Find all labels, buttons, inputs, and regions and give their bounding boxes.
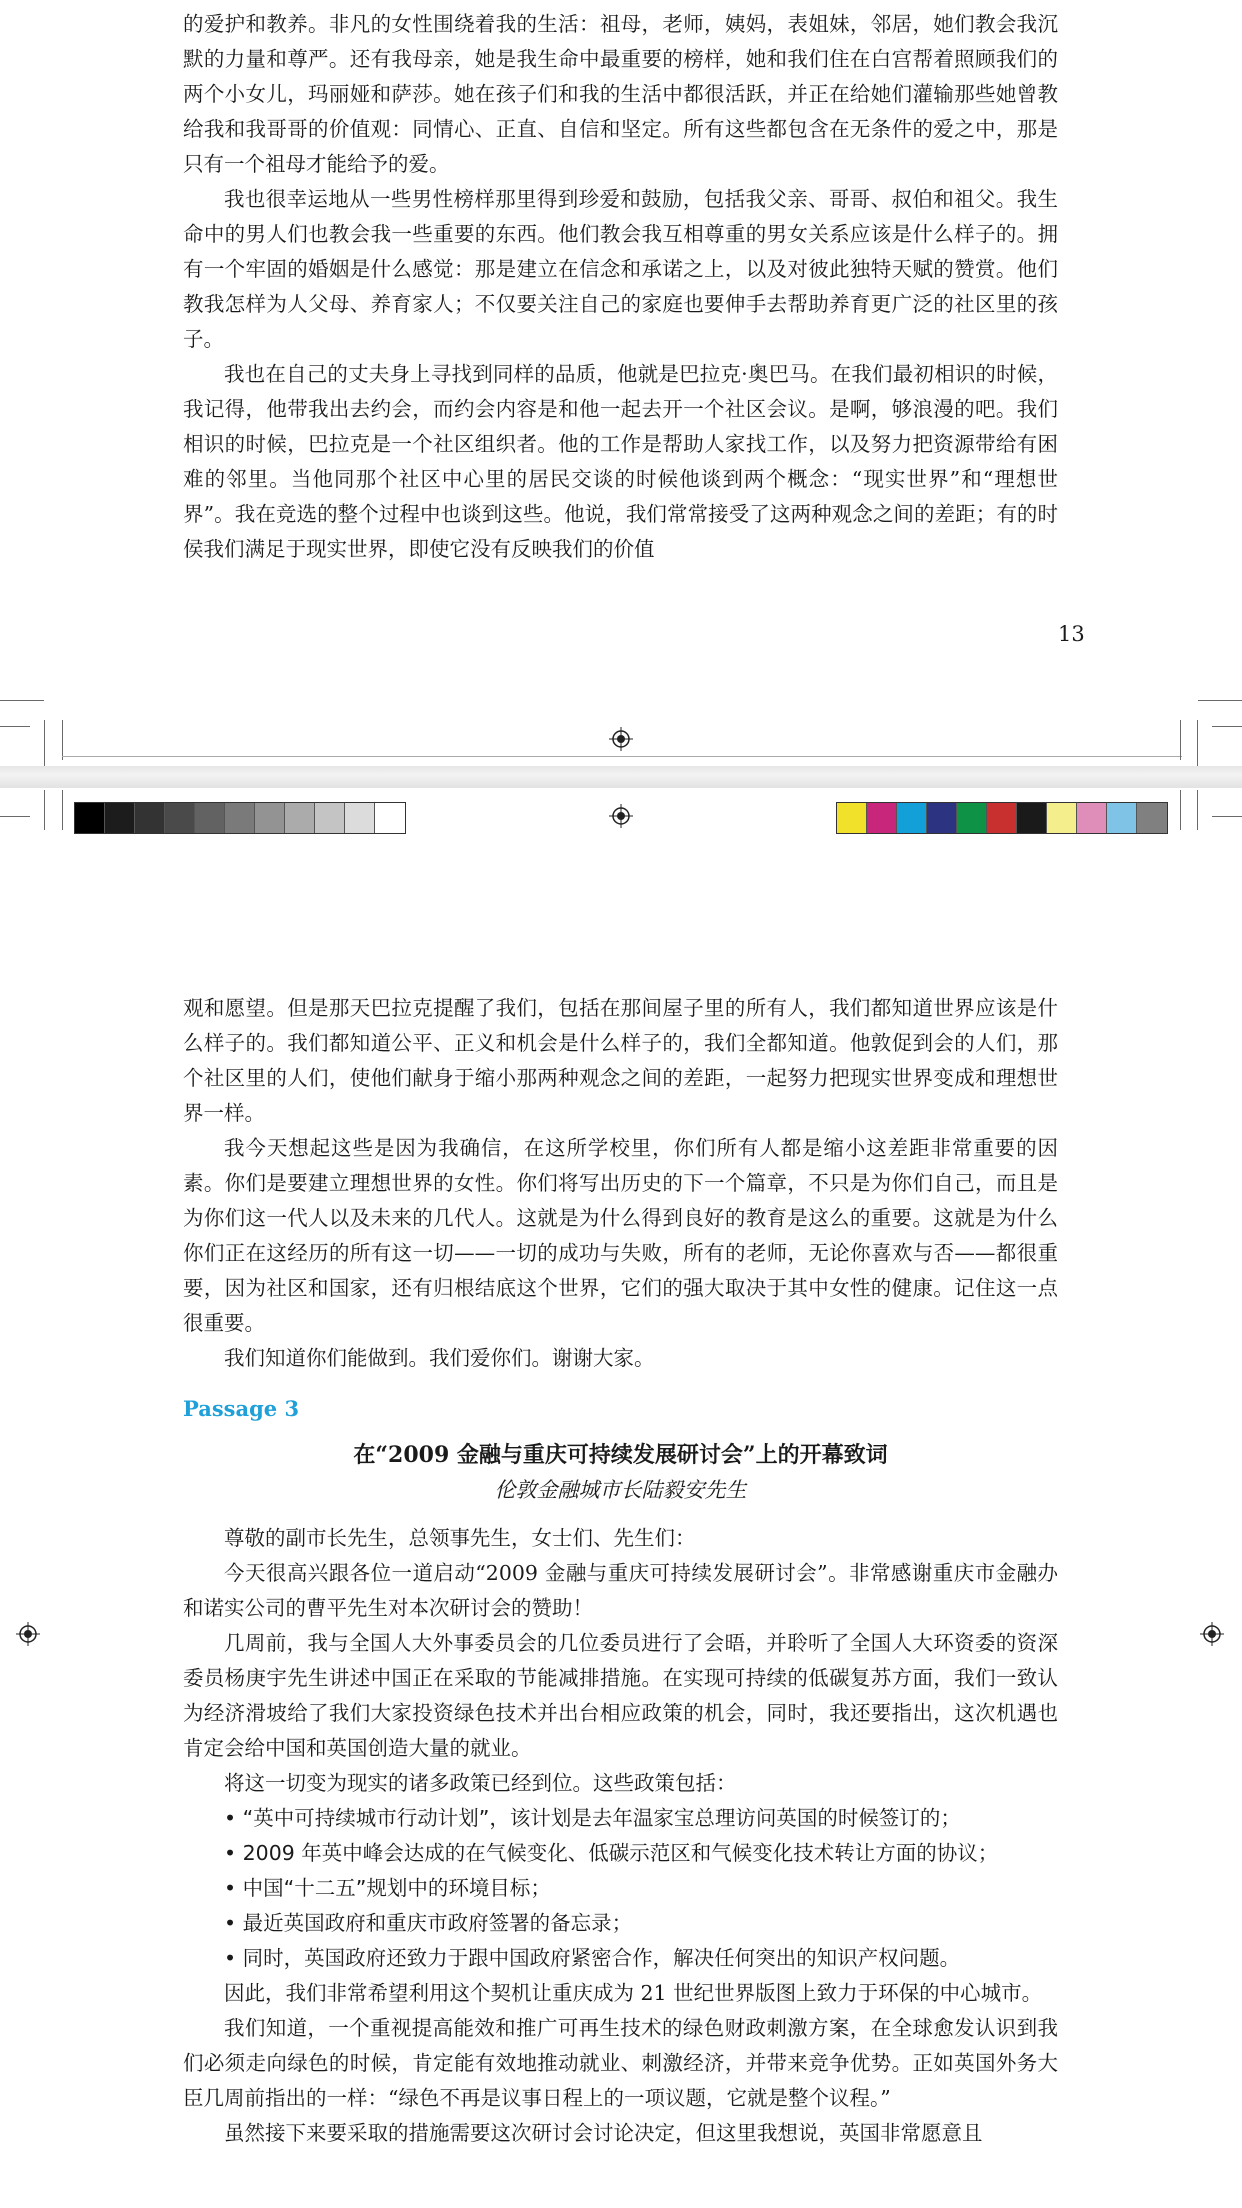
grayscale-color-bar — [74, 802, 406, 834]
crop-mark — [62, 720, 63, 760]
process-color-bar — [836, 802, 1168, 834]
policy-list — [183, 1801, 1058, 1976]
crop-mark — [0, 700, 44, 701]
page-13-body — [183, 7, 1058, 567]
paragraph: 今天很高兴跟各位一道启动“2009 金融与重庆可持续发展研讨会”。非常感谢重庆市金融办和诺实公司的曹平先生对本次研讨会的赞助！ — [183, 1561, 1058, 1620]
paragraph: 观和愿望。但是那天巴拉克提醒了我们，包括在那间屋子里的所有人，我们都知道世界应该是什么样子的。我们都知道公平、正义和机会是什么样子的，我们全都知道。他敦促到会的人们，那个社区里的人们，使他们献身于缩小那两种观念之间的差距，一起努力把现实世界变成和理想世界一样。 — [183, 996, 1058, 1125]
color-swatch — [255, 803, 285, 833]
color-swatch — [897, 803, 927, 833]
crop-mark — [1212, 816, 1242, 817]
color-swatch — [1077, 803, 1107, 833]
crop-mark — [44, 720, 45, 766]
paragraph: 我们知道你们能做到。我们爱你们。谢谢大家。 — [224, 1346, 655, 1370]
speech-body — [183, 1521, 1058, 2151]
speech-title: 在“2009 金融与重庆可持续发展研讨会”上的开幕致词 — [353, 1442, 888, 1468]
color-swatch — [1107, 803, 1137, 833]
color-swatch — [75, 803, 105, 833]
paragraph: 我也在自己的丈夫身上寻找到同样的品质，他就是巴拉克·奥巴马。在我们最初相识的时候，我记得，他带我出去约会，而约会内容是和他一起去开一个社区会议。是啊，够浪漫的吧。我们相识的时候，巴拉克是一个社区组织者。他的工作是帮助人家找工作，以及努力把资源带给有困难的邻里。当他同那个社区中心里的居民交谈的时候他谈到两个概念：“现实世界”和“理想世界”。我在竞选的整个过程中也谈到这些。他说，我们常常接受了这两种观念之间的差距；有的时侯我们满足于现实世界，即使它没有反映我们的价值 — [183, 362, 1058, 561]
color-swatch — [165, 803, 195, 833]
paragraph: 几周前，我与全国人大外事委员会的几位委员进行了会晤，并聆听了全国人大环资委的资深委员杨庚宇先生讲述中国正在采取的节能减排措施。在实现可持续的低碳复苏方面，我们一致认为经济滑坡给了我们大家投资绿色技术并出台相应政策的机会，同时，我还要指出，这次机遇也肯定会给中国和英国创造大量的就业。 — [183, 1631, 1058, 1760]
paragraph: 虽然接下来要采取的措施需要这次研讨会讨论决定，但这里我想说，英国非常愿意且 — [224, 2121, 983, 2145]
list-item: • 同时，英国政府还致力于跟中国政府紧密合作，解决任何突出的知识产权问题。 — [183, 1941, 1058, 1976]
color-swatch — [375, 803, 405, 833]
registration-mark-icon — [609, 804, 633, 828]
crop-mark — [1180, 720, 1181, 760]
crop-mark — [1197, 790, 1198, 830]
page-number: 13 — [1058, 622, 1085, 646]
color-swatch — [987, 803, 1017, 833]
color-swatch — [837, 803, 867, 833]
color-swatch — [1137, 803, 1167, 833]
registration-mark-icon — [609, 727, 633, 751]
speech-subtitle: 伦敦金融城市长陆毅安先生 — [494, 1478, 747, 1502]
paragraph: 将这一切变为现实的诸多政策已经到位。这些政策包括： — [224, 1771, 737, 1795]
crop-line — [62, 756, 1182, 757]
color-swatch — [135, 803, 165, 833]
color-swatch — [927, 803, 957, 833]
crop-mark — [1180, 790, 1181, 830]
paragraph: 尊敬的副市长先生，总领事先生，女士们、先生们： — [224, 1526, 696, 1550]
page-gap — [0, 766, 1242, 788]
color-swatch — [285, 803, 315, 833]
color-swatch — [195, 803, 225, 833]
crop-mark — [1198, 700, 1242, 701]
list-item: • 2009 年英中峰会达成的在气候变化、低碳示范区和气候变化技术转让方面的协议； — [183, 1836, 1058, 1871]
list-item: • 中国“十二五”规划中的环境目标； — [183, 1871, 1058, 1906]
paragraph: 我也很幸运地从一些男性榜样那里得到珍爱和鼓励，包括我父亲、哥哥、叔伯和祖父。我生命中的男人们也教会我一些重要的东西。他们教会我互相尊重的男女关系应该是什么样子的。拥有一个牢固的婚姻是什么感觉：那是建立在信念和承诺之上，以及对彼此独特天赋的赞赏。他们教我怎样为人父母、养育家人；不仅要关注自己的家庭也要伸手去帮助养育更广泛的社区里的孩子。 — [183, 187, 1058, 351]
color-swatch — [1047, 803, 1077, 833]
color-swatch — [315, 803, 345, 833]
color-swatch — [1017, 803, 1047, 833]
paragraph: 因此，我们非常希望利用这个契机让重庆成为 21 世纪世界版图上致力于环保的中心城市。 — [224, 1981, 1043, 2005]
list-item: • “英中可持续城市行动计划”，该计划是去年温家宝总理访问英国的时候签订的； — [183, 1801, 1058, 1836]
color-swatch — [345, 803, 375, 833]
crop-mark — [0, 816, 30, 817]
registration-mark-icon — [16, 1622, 40, 1646]
paragraph: 我们知道，一个重视提高能效和推广可再生技术的绿色财政刺激方案，在全球愈发认识到我们必须走向绿色的时候，肯定能有效地推动就业、刺激经济，并带来竞争优势。正如英国外务大臣几周前指出的一样：“绿色不再是议事日程上的一项议题，它就是整个议程。” — [183, 2016, 1058, 2110]
color-swatch — [957, 803, 987, 833]
list-item: • 最近英国政府和重庆市政府签署的备忘录； — [183, 1906, 1058, 1941]
passage-label: Passage 3 — [183, 1396, 300, 1421]
color-swatch — [105, 803, 135, 833]
crop-mark — [44, 790, 45, 830]
registration-mark-icon — [1200, 1622, 1224, 1646]
paragraph: 的爱护和教养。非凡的女性围绕着我的生活：祖母，老师，姨妈，表姐妹，邻居，她们教会我沉默的力量和尊严。还有我母亲，她是我生命中最重要的榜样，她和我们住在白宫帮着照顾我们的两个小女儿，玛丽娅和萨莎。她在孩子们和我的生活中都很活跃，并正在给她们灌输那些她曾教给我和我哥哥的价值观：同情心、正直、自信和坚定。所有这些都包含在无条件的爱之中，那是只有一个祖母才能给予的爱。 — [183, 12, 1058, 176]
color-swatch — [867, 803, 897, 833]
color-swatch — [225, 803, 255, 833]
page-13 — [0, 0, 1242, 770]
crop-mark — [1197, 720, 1198, 766]
crop-mark — [0, 726, 30, 727]
paragraph: 我今天想起这些是因为我确信，在这所学校里，你们所有人都是缩小这差距非常重要的因素。你们是要建立理想世界的女性。你们将写出历史的下一个篇章，不只是为你们自己，而且是为你们这一代人以及未来的几代人。这就是为什么得到良好的教育是这么的重要。这就是为什么你们正在这经历的所有这一切——一切的成功与失败，所有的老师，无论你喜欢与否——都很重要，因为社区和国家，还有归根结底这个世界，它们的强大取决于其中女性的健康。记住这一点很重要。 — [183, 1136, 1058, 1335]
page-14-body — [183, 991, 1058, 1376]
crop-mark — [62, 790, 63, 830]
crop-mark — [1212, 726, 1242, 727]
